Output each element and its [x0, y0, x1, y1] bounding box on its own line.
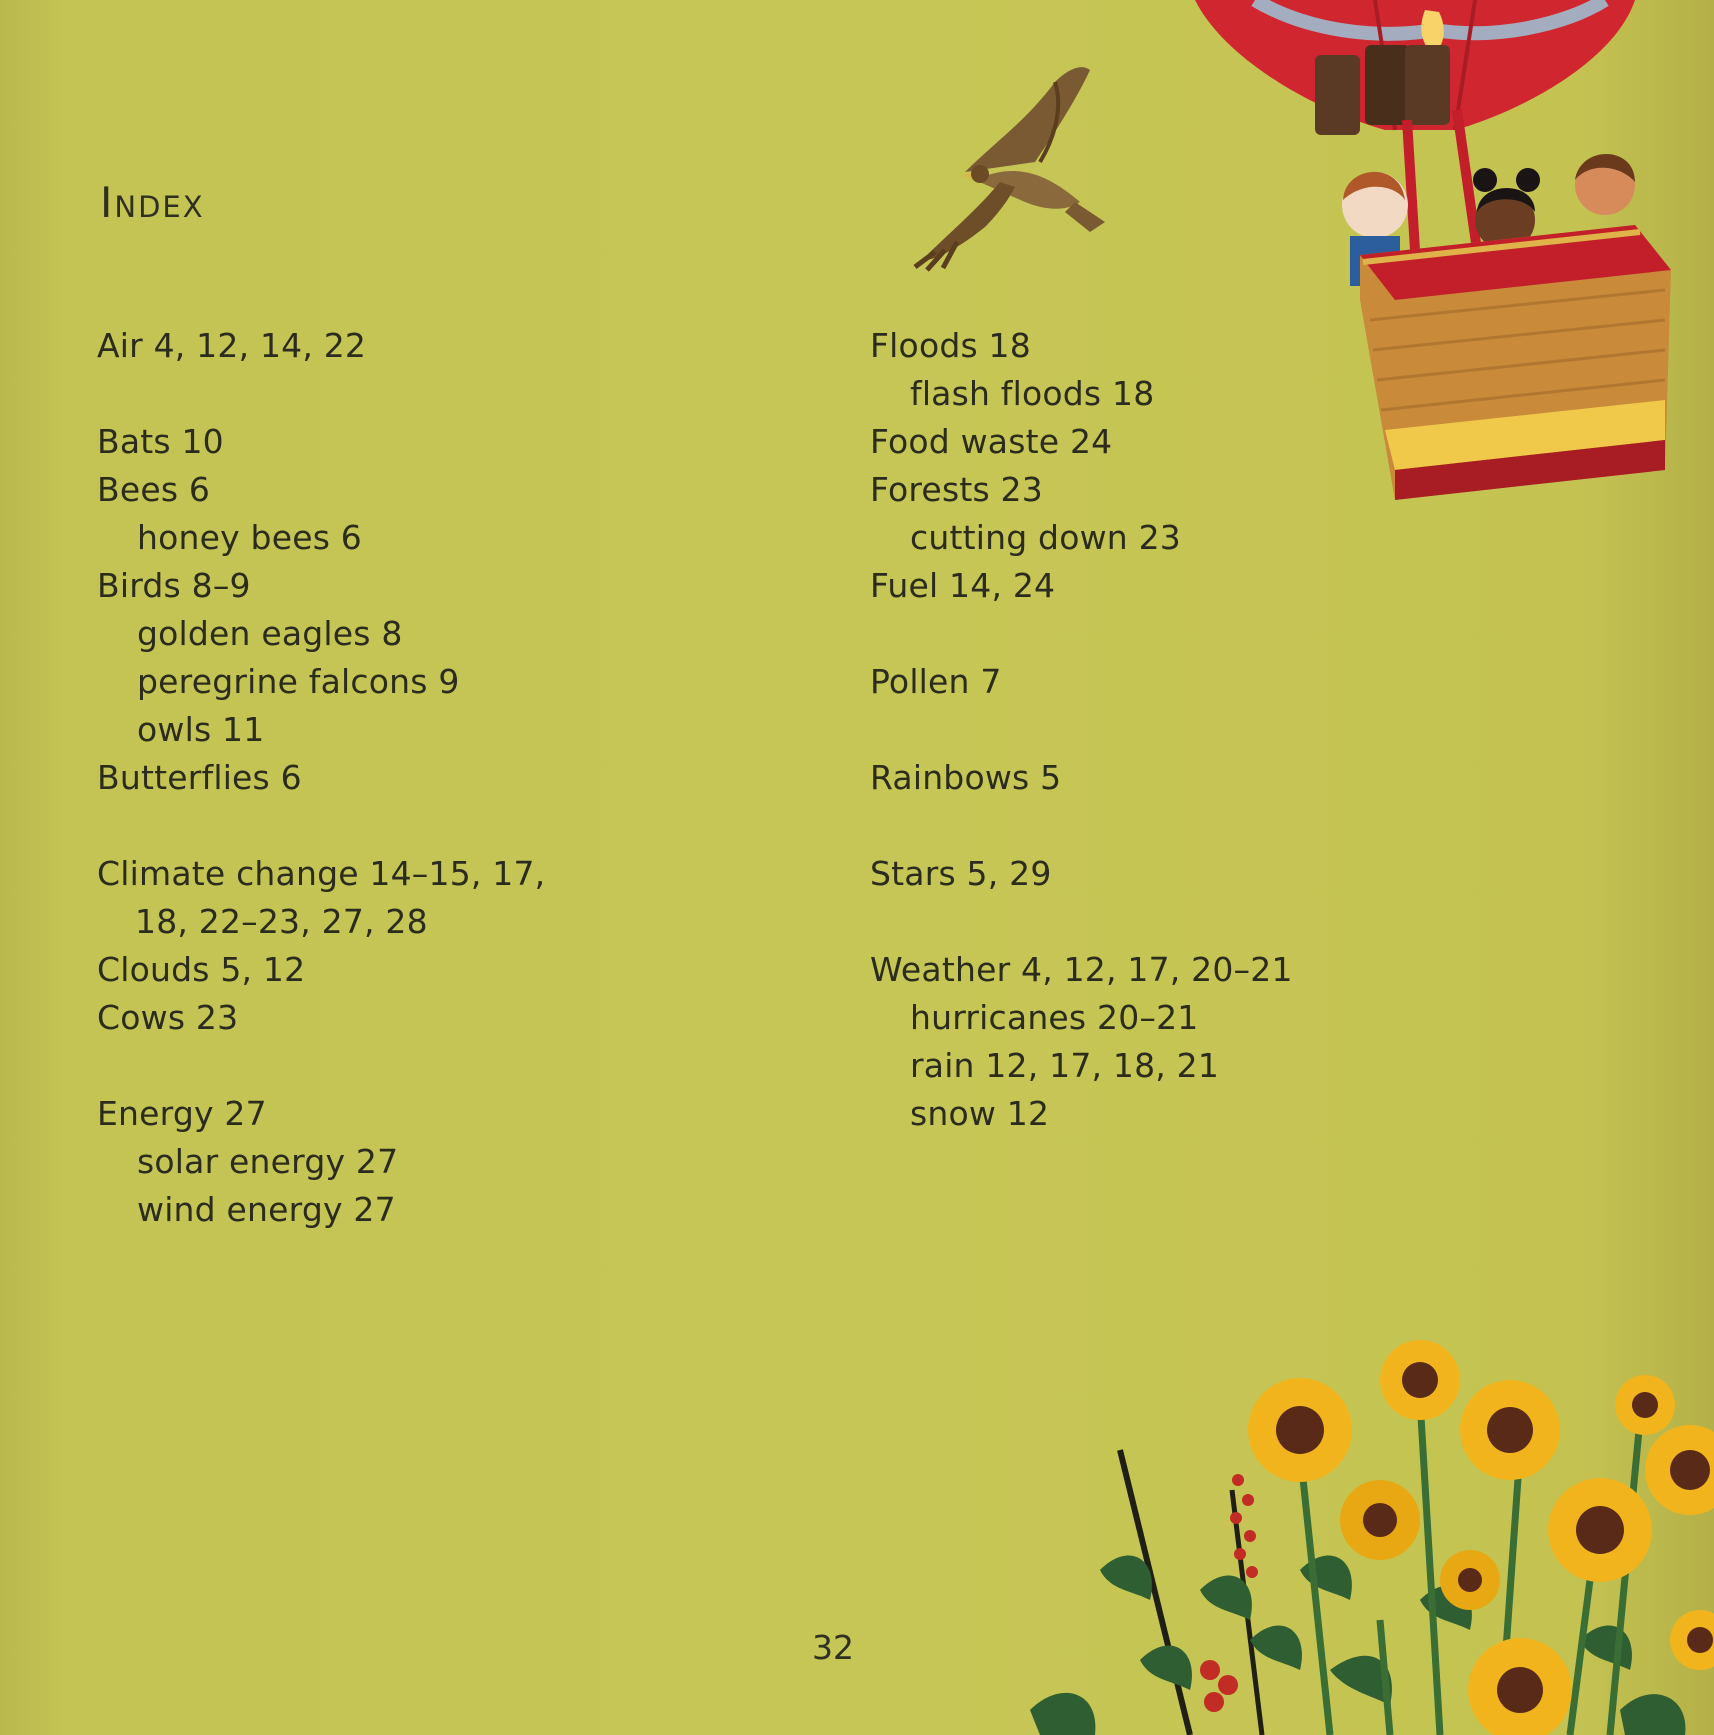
index-entry: Bees 6 [97, 470, 211, 509]
index-subentry: rain 12, 17, 18, 21 [910, 1046, 1220, 1085]
index-entry: Birds 8–9 [97, 566, 251, 605]
index-entry-continuation: 18, 22–23, 27, 28 [135, 902, 428, 941]
index-subentry: wind energy 27 [137, 1190, 396, 1229]
index-entry: Floods 18 [870, 326, 1031, 365]
index-column-left [97, 322, 545, 1234]
index-entry: Weather 4, 12, 17, 20–21 [870, 950, 1293, 989]
index-subentry: snow 12 [910, 1094, 1050, 1133]
index-subentry: cutting down 23 [910, 518, 1181, 557]
index-entry: Clouds 5, 12 [97, 950, 306, 989]
index-entry: Pollen 7 [870, 662, 1002, 701]
index-subentry: hurricanes 20–21 [910, 998, 1199, 1037]
index-entry: Food waste 24 [870, 422, 1113, 461]
index-entry: Cows 23 [97, 998, 239, 1037]
index-column-right [870, 322, 1293, 1138]
index-subentry: solar energy 27 [137, 1142, 399, 1181]
index-entry: Forests 23 [870, 470, 1043, 509]
index-entry: Rainbows 5 [870, 758, 1062, 797]
index-subentry: golden eagles 8 [137, 614, 403, 653]
index-subentry: owls 11 [137, 710, 265, 749]
page-title: Index [100, 178, 205, 227]
index-entry: Bats 10 [97, 422, 224, 461]
index-entry: Stars 5, 29 [870, 854, 1052, 893]
index-entry: Fuel 14, 24 [870, 566, 1056, 605]
index-entry: Energy 27 [97, 1094, 267, 1133]
index-entry: Climate change 14–15, 17, [97, 854, 546, 893]
index-entry: Butterflies 6 [97, 758, 302, 797]
eagle-illustration [905, 62, 1105, 272]
index-subentry: flash floods 18 [910, 374, 1155, 413]
sunflowers-illustration [1000, 1340, 1714, 1735]
index-entry: Air 4, 12, 14, 22 [97, 326, 367, 365]
index-subentry: honey bees 6 [137, 518, 362, 557]
index-subentry: peregrine falcons 9 [137, 662, 460, 701]
page-number: 32 [812, 1628, 854, 1667]
